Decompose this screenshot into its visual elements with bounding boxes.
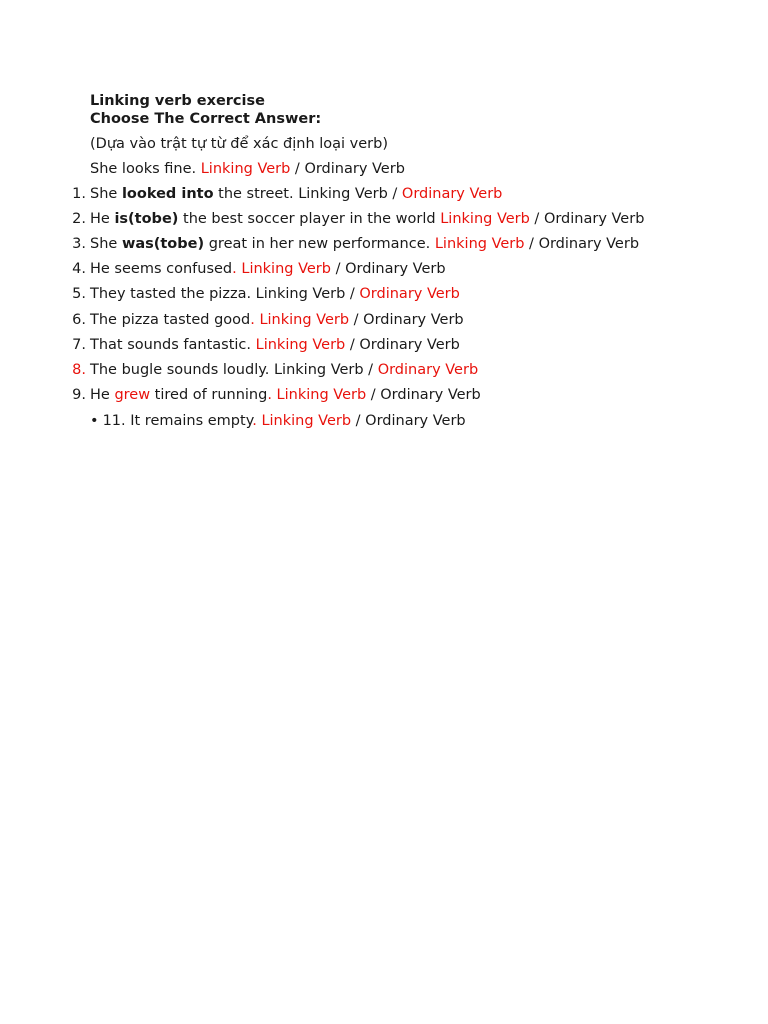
option-separator: / [345, 337, 360, 353]
option-ordinary: Ordinary Verb [538, 236, 640, 252]
option-separator: / [524, 236, 539, 252]
exercise-title: Linking verb exercise [90, 93, 265, 109]
list-item-7 [72, 336, 460, 354]
option-linking: Linking Verb [440, 211, 530, 227]
item-punct: . [232, 261, 242, 277]
option-linking: Linking Verb [255, 337, 346, 353]
example-sentence [90, 160, 405, 178]
list-item-6 [72, 311, 464, 329]
option-ordinary: Ordinary Verb [365, 413, 466, 429]
item-text: She [90, 236, 122, 252]
item-verb-red: grew [114, 387, 151, 403]
instruction-text: (Dựa vào trật tự từ để xác định loại verb) [90, 136, 389, 152]
item-text: 11. It remains empty [102, 413, 253, 429]
option-linking: Linking Verb [255, 286, 346, 302]
item-punct: . [252, 413, 262, 429]
item-number: 6. [72, 312, 86, 328]
list-item-5 [72, 285, 460, 303]
item-verb-bold: looked into [121, 186, 214, 202]
item-number: 3. [72, 236, 86, 252]
example-text: She looks fine. [90, 161, 201, 177]
option-linking: Linking Verb [259, 312, 350, 328]
option-linking: Linking Verb [276, 387, 367, 403]
item-text: tired of running [150, 387, 268, 403]
item-text: He seems confused [90, 261, 233, 277]
option-separator: / [387, 186, 402, 202]
item-verb-bold: was(tobe) [121, 236, 205, 252]
option-linking: Linking Verb [261, 413, 352, 429]
item-number: 4. [72, 261, 86, 277]
option-linking: Linking Verb [434, 236, 525, 252]
example-option-ordinary: Ordinary Verb [304, 161, 405, 177]
item-number: 2. [72, 211, 86, 227]
item-text: The pizza tasted good [90, 312, 251, 328]
item-punct: . [250, 312, 260, 328]
example-separator: / [290, 161, 305, 177]
item-text: The bugle sounds loudly. [90, 362, 274, 378]
item-number: 8. [72, 362, 86, 378]
item-text: the best soccer player in the world [178, 211, 441, 227]
list-item-3 [72, 235, 640, 253]
option-ordinary: Ordinary Verb [543, 211, 645, 227]
option-separator: / [349, 312, 364, 328]
option-separator: / [330, 261, 346, 277]
list-item-9 [72, 386, 481, 404]
option-separator: / [363, 362, 378, 378]
item-text: the street. [213, 186, 299, 202]
item-number: 7. [72, 337, 86, 353]
bullet-icon: • [90, 413, 99, 429]
option-separator: / [351, 413, 366, 429]
item-number: 5. [72, 286, 86, 302]
option-separator: / [345, 286, 360, 302]
option-ordinary: Ordinary Verb [380, 387, 481, 403]
list-item-1 [72, 185, 503, 203]
option-ordinary: Ordinary Verb [345, 261, 446, 277]
option-ordinary: Ordinary Verb [359, 337, 460, 353]
item-text: great in her new performance. [204, 236, 435, 252]
list-item-11 [90, 412, 466, 430]
option-ordinary: Ordinary Verb [401, 186, 503, 202]
item-verb-bold: is(tobe) [114, 211, 179, 227]
option-linking: Linking Verb [241, 261, 331, 277]
item-text: That sounds fantastic. [90, 337, 256, 353]
item-number: 1. [72, 186, 86, 202]
item-text: She [90, 186, 122, 202]
item-number: 9. [72, 387, 86, 403]
item-text: He [90, 211, 115, 227]
option-separator: / [366, 387, 381, 403]
list-item-8 [72, 361, 479, 379]
exercise-subtitle: Choose The Correct Answer: [90, 111, 322, 127]
item-punct: . [267, 387, 277, 403]
option-ordinary: Ordinary Verb [363, 312, 464, 328]
item-text: They tasted the pizza. [90, 286, 256, 302]
option-ordinary: Ordinary Verb [359, 286, 460, 302]
list-item-2 [72, 210, 645, 228]
item-text: He [90, 387, 115, 403]
list-item-4 [72, 260, 446, 278]
option-linking: Linking Verb [273, 362, 364, 378]
option-linking: Linking Verb [298, 186, 388, 202]
option-ordinary: Ordinary Verb [377, 362, 479, 378]
example-option-linking: Linking Verb [200, 161, 291, 177]
option-separator: / [529, 211, 544, 227]
